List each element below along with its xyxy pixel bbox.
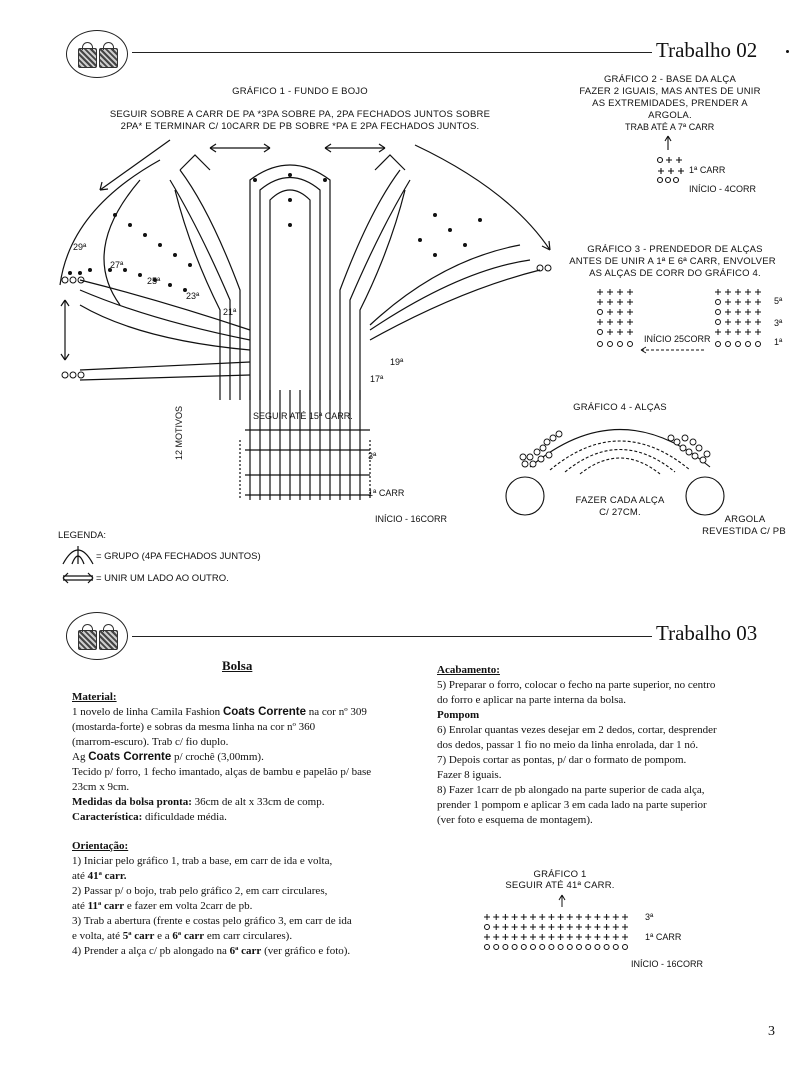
stitch-sc — [512, 914, 518, 920]
stitch-sc — [576, 924, 582, 930]
s2-start: INÍCIO - 16CORR — [631, 959, 704, 969]
stitch-sc — [502, 914, 508, 920]
header-rule — [132, 52, 652, 53]
stitch-chain — [623, 945, 628, 950]
orientacao-heading: Orientação: — [72, 840, 129, 852]
stitch-chain — [595, 945, 600, 950]
stitch-sc — [558, 934, 564, 940]
grafico3-row1: 1ª — [774, 337, 783, 347]
step2-line2: até — [72, 900, 88, 912]
stitch-sc — [604, 934, 610, 940]
grafico3-title: GRÁFICO 3 - PRENDEDOR DE ALÇAS — [587, 244, 763, 255]
stitch-sc — [558, 924, 564, 930]
stitch-sc — [594, 924, 600, 930]
material-heading: Material: — [72, 691, 117, 703]
row-label-21: 21ª — [223, 307, 237, 317]
grafico2-follow: TRAB ATÉ A 7ª CARR — [625, 122, 715, 132]
legend-item-join: = UNIR UM LADO AO OUTRO. — [96, 573, 229, 584]
row-label-3: 3ª — [368, 451, 377, 461]
stitch-sc — [484, 914, 490, 920]
grafico3-line1: ANTES DE UNIR A 1ª E 6ª CARR, ENVOLVER — [569, 256, 776, 267]
grafico3-row5: 5ª — [774, 296, 783, 306]
stitch-sc — [530, 914, 536, 920]
step8-line1: 8) Fazer 1carr de pb alongado na parte superior de cada alça, — [437, 784, 705, 796]
step1-line1: 1) Iniciar pelo gráfico 1, trab a base, em carr de ida e volta, — [72, 855, 333, 867]
step3-c: e a — [154, 930, 173, 942]
stitch-sc — [539, 914, 545, 920]
bag-icon — [78, 630, 97, 650]
legend-item-group: = GRUPO (4PA FECHADOS JUNTOS) — [96, 551, 261, 562]
row-label-19: 19ª — [390, 357, 404, 367]
section-title: Trabalho 03 — [656, 621, 758, 645]
grafico3-diagram — [595, 288, 775, 356]
step3-e: em carr circulares). — [204, 930, 293, 942]
stitch-sc — [576, 914, 582, 920]
stitch-sc — [484, 934, 490, 940]
stitch-sc — [594, 914, 600, 920]
bag-icon — [99, 48, 118, 68]
logo-badge — [66, 612, 128, 660]
row-label-1: 1ª CARR — [368, 488, 405, 498]
step2-line1: 2) Passar p/ o bojo, trab pelo gráfico 2, em carr circulares, — [72, 885, 328, 897]
page-number: 3 — [768, 1024, 775, 1039]
step5-line2: do forro e aplicar na parte interna da bolsa. — [437, 694, 627, 706]
stitch-chain — [531, 945, 536, 950]
stitch-sc — [585, 934, 591, 940]
stitch-chain — [521, 945, 526, 950]
stitch-sc — [521, 914, 527, 920]
brand-name: Coats Corrente — [222, 706, 307, 718]
grafico1-title: GRÁFICO 1 - FUNDO E BOJO — [232, 86, 368, 97]
char-label: Característica: — [72, 811, 143, 823]
row-label-17: 17ª — [370, 374, 384, 384]
material-line4b: p/ crochê (3,00mm). — [171, 751, 264, 763]
stitch-sc — [567, 934, 573, 940]
group-icon — [60, 542, 96, 566]
char-value: dificuldade média. — [142, 811, 227, 823]
stitch-sc — [539, 924, 545, 930]
row-label-27: 27ª — [110, 260, 124, 270]
stitch-chain — [604, 945, 609, 950]
stitch-chain — [613, 945, 618, 950]
stitch-chain — [485, 945, 490, 950]
stitch-sc — [493, 924, 499, 930]
stitch-sc — [530, 934, 536, 940]
stitch-chain — [494, 945, 499, 950]
material-line3: (marrom-escuro). Trab c/ fio duplo. — [72, 736, 229, 748]
stitch-sc — [594, 934, 600, 940]
motivos-label: 12 MOTIVOS — [174, 405, 184, 460]
acabamento-column — [437, 663, 777, 828]
stitch-sc — [512, 924, 518, 930]
stitch-chain — [586, 945, 591, 950]
bolsa-title: Bolsa — [222, 658, 253, 673]
section-title: Trabalho 02 — [656, 38, 758, 62]
grafico2-diagram — [650, 134, 690, 184]
join-arrow-icon — [60, 572, 96, 584]
bag-icon — [99, 630, 118, 650]
stitch-chain — [558, 945, 563, 950]
grafico2-line2: AS EXTREMIDADES, PRENDER A ARGOLA. — [592, 98, 748, 121]
step4-row: 6ª carr — [229, 945, 262, 957]
stitch-sc — [548, 934, 554, 940]
brand-name: Coats Corrente — [88, 751, 172, 763]
stitch-sc — [622, 914, 628, 920]
grafico2-start: INÍCIO - 4CORR — [689, 184, 757, 194]
step3-row5: 5ª carr — [122, 930, 155, 942]
step1-line2: até — [72, 870, 88, 882]
stitch-sc — [613, 924, 619, 930]
step6-line2: dos dedos, passar 1 fio no meio da linha enrolada, dar 1 nó. — [437, 739, 699, 751]
grafico4-note-1: FAZER CADA ALÇA — [575, 495, 665, 506]
stitch-sc — [567, 914, 573, 920]
step1-row: 41ª carr. — [87, 870, 127, 882]
step3-row6: 6ª carr — [172, 930, 205, 942]
stitch-chain — [567, 945, 572, 950]
step3-a: e volta, até — [72, 930, 123, 942]
grafico2-row1: 1ª CARR — [689, 165, 726, 175]
material-line5: Tecido p/ forro, 1 fecho imantado, alças de bambu e papelão p/ base — [72, 766, 372, 778]
grafico4-title: GRÁFICO 4 - ALÇAS — [573, 402, 667, 413]
stitch-chain — [485, 925, 490, 930]
step4-c: (ver gráfico e foto). — [261, 945, 351, 957]
stitch-sc — [493, 934, 499, 940]
stitch-sc — [604, 914, 610, 920]
s2-grafico1-title: GRÁFICO 1 — [533, 869, 587, 880]
stitch-sc — [558, 914, 564, 920]
pompom-heading: Pompom — [437, 709, 480, 721]
start-label: INÍCIO - 16CORR — [375, 514, 448, 524]
stitch-sc — [493, 914, 499, 920]
stitch-sc — [521, 934, 527, 940]
stitch-chain — [512, 945, 517, 950]
row-label-25: 25ª — [147, 276, 161, 286]
s2-grafico1-follow: SEGUIR ATÉ 41ª CARR. — [505, 880, 615, 891]
step6-line1: 6) Enrolar quantas vezes desejar em 2 dedos, cortar, desprender — [437, 724, 717, 736]
stitch-sc — [585, 924, 591, 930]
stitch-chain — [503, 945, 508, 950]
step3-line1: 3) Trab a abertura (frente e costas pelo gráfico 3, em carr de ida — [72, 915, 352, 927]
grafico4-ring-2: REVESTIDA C/ PB — [702, 526, 786, 537]
row-label-29: 29ª — [73, 242, 87, 252]
step7-line2: Fazer 8 iguais. — [437, 769, 502, 781]
step8-line3: (ver foto e esquema de montagem). — [437, 814, 593, 826]
stitch-sc — [585, 914, 591, 920]
s2-row1: 1ª CARR — [645, 932, 682, 942]
stitch-chain — [577, 945, 582, 950]
row-label-23: 23ª — [186, 291, 200, 301]
grafico3-start: INÍCIO 25CORR — [644, 334, 711, 344]
step5-line1: 5) Preparar o forro, colocar o fecho na parte superior, no centro — [437, 679, 716, 691]
grafico3-row3: 3ª — [774, 318, 783, 328]
material-line4a: Ag — [72, 751, 89, 763]
stitch-sc — [521, 924, 527, 930]
measures-value: 36cm de alt x 33cm de comp. — [191, 796, 325, 808]
stitch-sc — [512, 934, 518, 940]
stitch-sc — [502, 934, 508, 940]
follow-label: SEGUIR ATÉ 15ª CARR. — [253, 411, 353, 421]
stitch-sc — [548, 914, 554, 920]
s2-row3: 3ª — [645, 912, 654, 922]
stitch-sc — [530, 924, 536, 930]
material-column — [72, 690, 412, 959]
legend-title: LEGENDA: — [58, 530, 107, 541]
material-line6: 23cm x 9cm. — [72, 781, 130, 793]
grafico2-line1: FAZER 2 IGUAIS, MAS ANTES DE UNIR — [579, 86, 761, 97]
logo-badge — [66, 30, 128, 78]
stitch-sc — [622, 924, 628, 930]
grafico4-ring-1: ARGOLA — [724, 514, 766, 525]
step7-line1: 7) Depois cortar as pontas, p/ dar o formato de pompom. — [437, 754, 687, 766]
material-line1b: na cor nº 309 — [306, 706, 367, 718]
stitch-sc — [548, 924, 554, 930]
step4-a: 4) Prender a alça c/ pb alongado na — [72, 945, 230, 957]
grafico2-title: GRÁFICO 2 - BASE DA ALÇA — [603, 74, 737, 85]
stitch-sc — [539, 934, 545, 940]
stitch-sc — [613, 934, 619, 940]
header-rule — [132, 636, 652, 637]
grafico3-line2: AS ALÇAS DE CORR DO GRÁFICO 4. — [589, 268, 761, 279]
step8-line2: prender 1 pompom e aplicar 3 em cada lado na parte superior — [437, 799, 707, 811]
grafico1-note-2: 2PA* E TERMINAR C/ 10CARR DE PB SOBRE *PA E 2PA FECHADOS JUNTOS. — [120, 121, 480, 132]
stitch-sc — [576, 934, 582, 940]
stitch-sc — [613, 914, 619, 920]
measures-label: Medidas da bolsa pronta: — [72, 796, 192, 808]
bag-icon — [78, 48, 97, 68]
grafico1-diagram — [40, 130, 570, 530]
acabamento-heading: Acabamento: — [437, 664, 500, 676]
grafico1-note-1: SEGUIR SOBRE A CARR DE PA *3PA SOBRE PA, 2PA FECHADOS JUNTOS SOBRE — [109, 109, 491, 120]
title-dot — [786, 50, 789, 53]
stitch-chain — [540, 945, 545, 950]
stitch-sc — [502, 924, 508, 930]
grafico4-note-2: C/ 27CM. — [599, 507, 641, 518]
material-line2: (mostarda-forte) e sobras da mesma linha na cor nº 360 — [72, 721, 316, 733]
material-line1a: 1 novelo de linha Camila Fashion — [72, 706, 223, 718]
step2-rest: e fazer em volta 2carr de pb. — [124, 900, 253, 912]
step2-row: 11ª carr — [87, 900, 125, 912]
stitch-sc — [567, 924, 573, 930]
s2-grafico1-diagram — [482, 893, 647, 953]
stitch-sc — [622, 934, 628, 940]
stitch-chain — [549, 945, 554, 950]
stitch-sc — [604, 924, 610, 930]
